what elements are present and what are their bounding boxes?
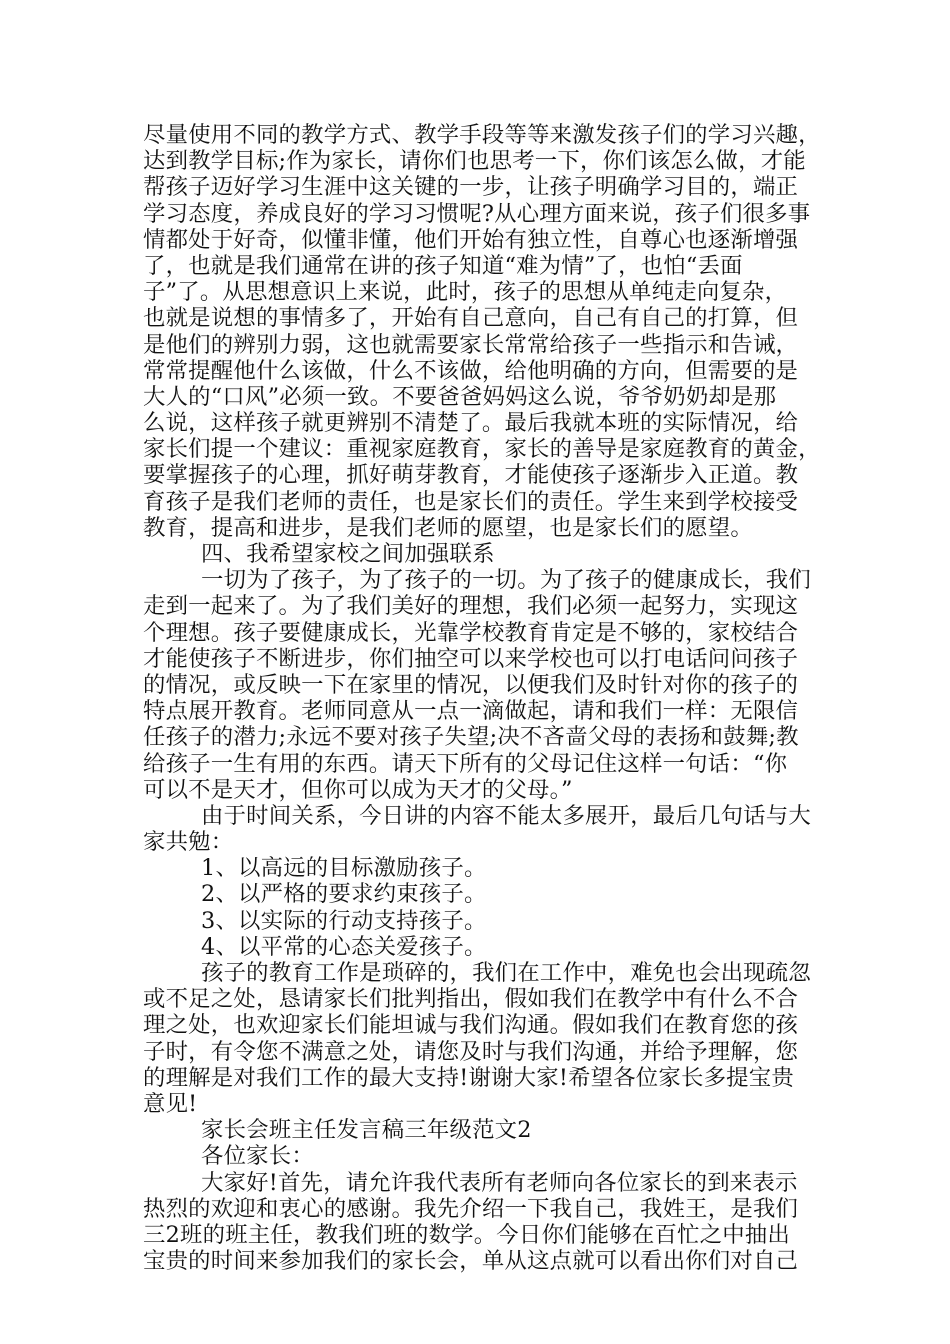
text-line: 特点展开教育。老师同意从一点一滴做起，请和我们一样：无限信 [143,698,799,725]
document-body [143,122,833,1274]
text-line: 常常提醒他什么该做，什么不该做，给他明确的方向，但需要的是 [143,357,799,384]
text-line: 达到教学目标;作为家长，请你们也思考一下，你们该怎么做，才能 [143,148,806,175]
text-line: 或不足之处，恳请家长们批判指出，假如我们在教学中有什么不合 [143,986,799,1013]
text-line: 的情况，或反映一下在家里的情况，以便我们及时针对你的孩子的 [143,671,799,698]
text-line: 家长会班主任发言稿三年级范文2 [201,1117,532,1144]
text-line: 个理想。孩子要健康成长，光靠学校教育肯定是不够的，家校结合 [143,619,799,646]
text-line: 一切为了孩子，为了孩子的一切。为了孩子的健康成长，我们 [201,567,811,594]
text-line: 理之处，也欢迎家长们能坦诚与我们沟通。假如我们在教育您的孩 [143,1012,799,1039]
text-line: 可以不是天才，但你可以成为天才的父母。” [143,776,573,803]
text-line: 子时，有令您不满意之处，请您及时与我们沟通，并给予理解，您 [143,1038,799,1065]
text-line: 情都处于好奇，似懂非懂，他们开始有独立性，自尊心也逐渐增强 [143,226,799,253]
text-line: 1、以高远的目标激励孩子。 [201,855,487,882]
text-line: 宝贵的时间来参加我们的家长会，单从这点就可以看出你们对自己 [143,1248,799,1275]
text-line: 子”了。从思想意识上来说，此时，孩子的思想从单纯走向复杂， [143,279,788,306]
text-line: 任孩子的潜力;永远不要对孩子失望;决不吝啬父母的表扬和鼓舞;教 [143,724,799,751]
text-line: 四、我希望家校之间加强联系 [201,541,495,567]
text-line: 4、以平常的心态关爱孩子。 [201,933,487,960]
text-line: 了，也就是我们通常在讲的孩子知道“难为情”了，也怕“丢面 [143,252,743,279]
text-line: 家共勉： [143,829,234,856]
text-line: 孩子的教育工作是琐碎的，我们在工作中，难免也会出现疏忽 [201,960,811,986]
text-line: 的理解是对我们工作的最大支持!谢谢大家!希望各位家长多提宝贵 [143,1064,794,1091]
text-line: 3、以实际的行动支持孩子。 [201,907,487,934]
text-line: 教育，提高和进步，是我们老师的愿望，也是家长们的愿望。 [143,514,753,541]
text-line: 各位家长： [201,1143,314,1170]
text-line: 尽量使用不同的教学方式、教学手段等等来激发孩子们的学习兴趣， [143,122,821,148]
text-line: 学习态度，养成良好的学习习惯呢?从心理方面来说，孩子们很多事 [143,200,811,227]
text-line: 三2班的班主任，教我们班的数学。今日你们能够在百忙之中抽出 [143,1221,790,1248]
text-line: 帮孩子迈好学习生涯中这关键的一步，让孩子明确学习目的，端正 [143,174,799,201]
text-line: 大家好!首先，请允许我代表所有老师向各位家长的到来表示 [201,1169,798,1196]
text-line: 热烈的欢迎和衷心的感谢。我先介绍一下我自己，我姓王，是我们 [143,1195,799,1222]
text-line: 家长们提一个建议：重视家庭教育，家长的善导是家庭教育的黄金， [143,436,821,463]
text-line: 么说，这样孩子就更辨别不清楚了。最后我就本班的实际情况，给 [143,410,799,437]
text-line: 要掌握孩子的心理，抓好萌芽教育，才能使孩子逐渐步入正道。教 [143,462,799,489]
text-line: 走到一起来了。为了我们美好的理想，我们必须一起努力，实现这 [143,593,799,620]
text-line: 育孩子是我们老师的责任，也是家长们的责任。学生来到学校接受 [143,488,799,515]
text-line: 大人的“口风”必须一致。不要爸爸妈妈这么说，爷爷奶奶却是那 [143,383,777,410]
text-line: 给孩子一生有用的东西。请天下所有的父母记住这样一句话：“你 [143,750,788,777]
text-line: 也就是说想的事情多了，开始有自己意向，自己有自己的打算，但 [143,305,799,332]
text-line: 由于时间关系，今日讲的内容不能太多展开，最后几句话与大 [201,802,811,829]
text-line: 2、以严格的要求约束孩子。 [201,881,487,908]
text-line: 才能使孩子不断进步，你们抽空可以来学校也可以打电话问问孩子 [143,645,799,672]
text-line: 是他们的辨别力弱，这也就需要家长常常给孩子一些指示和告诫， [143,331,799,358]
text-line: 意见! [143,1090,198,1117]
